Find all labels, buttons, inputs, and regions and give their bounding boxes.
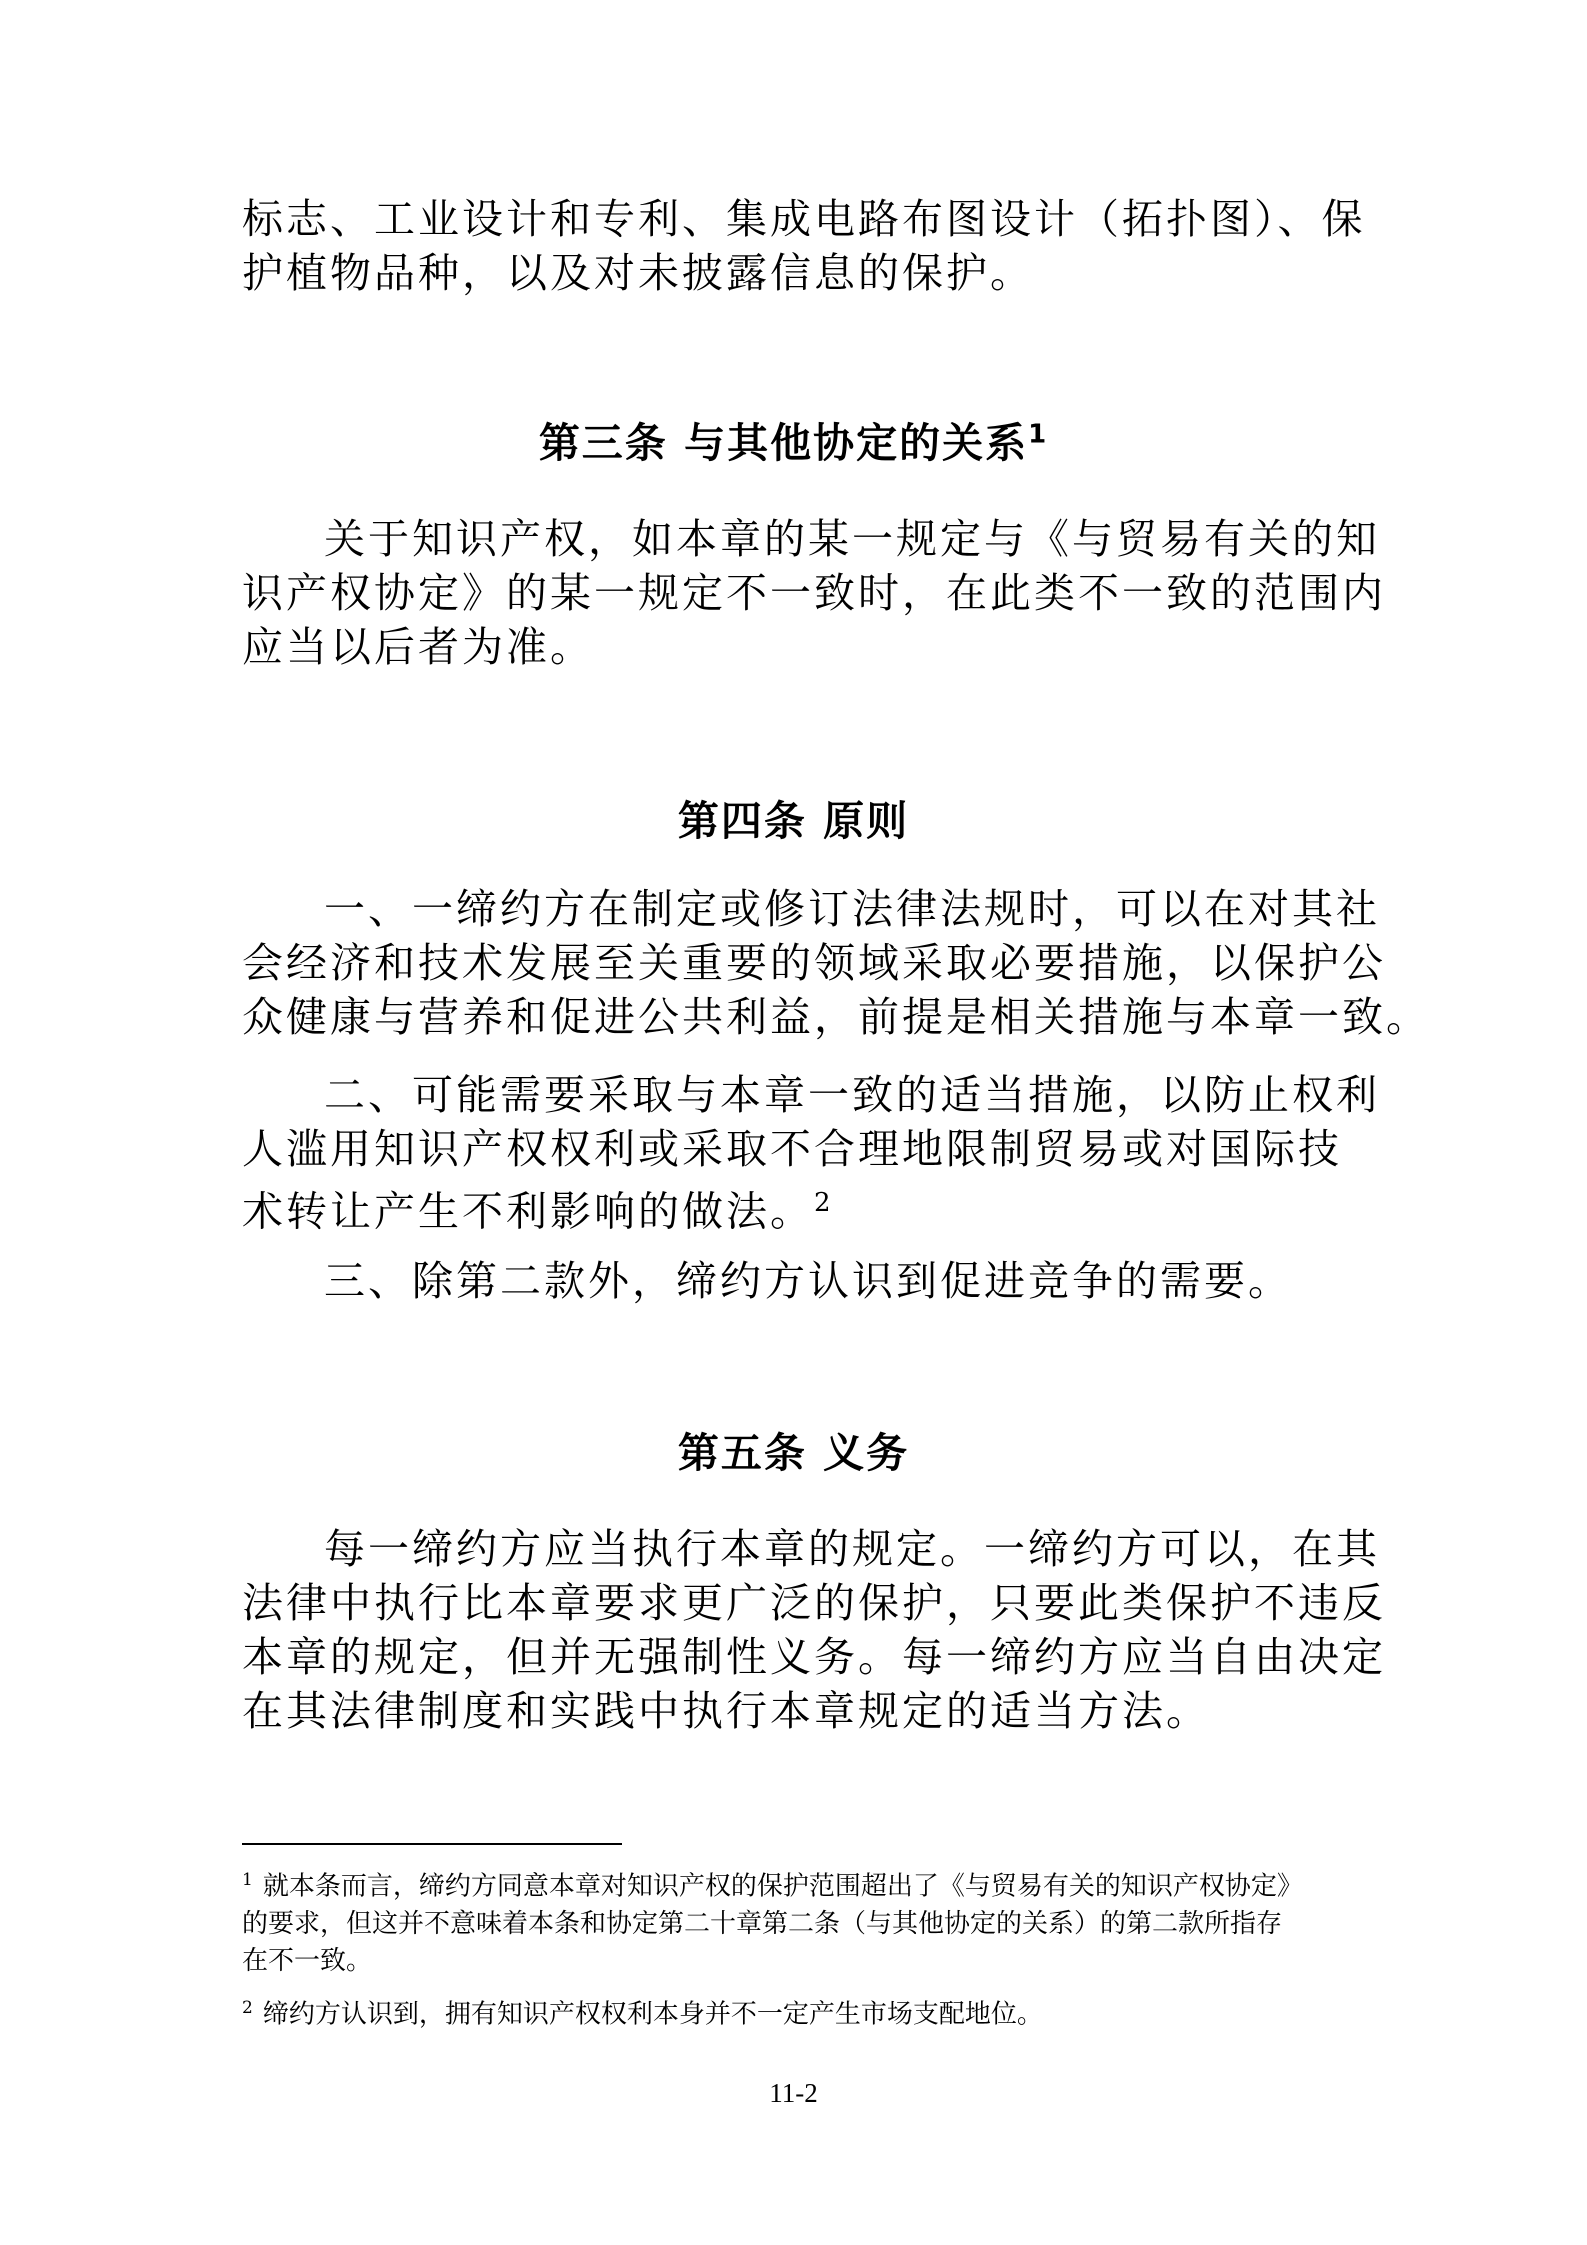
article-4-heading bbox=[0, 788, 1587, 847]
article-4-p1-line: 众健康与营养和促进公共利益，前提是相关措施与本章一致。 bbox=[242, 993, 1430, 1041]
intro-line: 护植物品种，以及对未披露信息的保护。 bbox=[242, 249, 1034, 297]
article-4-p1-line: 会经济和技术发展至关重要的领域采取必要措施，以保护公 bbox=[242, 939, 1386, 987]
article-3-line: 应当以后者为准。 bbox=[242, 623, 594, 671]
article-4-p2-text: 术转让产生不利影响的做法。 bbox=[242, 1187, 814, 1236]
article-4-p2-line: 人滥用知识产权权利或采取不合理地限制贸易或对国际技 bbox=[242, 1125, 1342, 1173]
article-4-p2-line bbox=[242, 1176, 1372, 1239]
footnote-ref-2[interactable]: 2 bbox=[814, 1188, 831, 1218]
intro-line: 标志、工业设计和专利、集成电路布图设计（拓扑图）、保 bbox=[242, 195, 1366, 243]
article-3-line: 关于知识产权，如本章的某一规定与《与贸易有关的知 bbox=[324, 515, 1380, 563]
footnote-2 bbox=[242, 1990, 1372, 2034]
article-5-paragraph bbox=[242, 1522, 1386, 1738]
footnote-1-line: 在不一致。 bbox=[242, 1945, 373, 1976]
article-3-title: 第三条 与其他协定的关系 bbox=[538, 419, 1029, 467]
footnote-2-mark: 2 bbox=[242, 1998, 253, 2018]
article-3-heading bbox=[0, 410, 1587, 469]
footnote-1 bbox=[242, 1862, 1372, 1980]
article-5-line: 在其法律制度和实践中执行本章规定的适当方法。 bbox=[242, 1687, 1210, 1735]
article-3-line: 识产权协定》的某一规定不一致时，在此类不一致的范围内 bbox=[242, 569, 1386, 617]
article-4-p3-line: 三、除第二款外，缔约方认识到促进竞争的需要。 bbox=[324, 1257, 1292, 1305]
footnote-1-line: 的要求，但这并不意味着本条和协定第二十章第二条（与其他协定的关系）的第二款所指存 bbox=[242, 1908, 1283, 1939]
footnote-divider bbox=[242, 1843, 622, 1845]
article-4-paragraph-3 bbox=[242, 1254, 1372, 1308]
article-3-paragraph bbox=[242, 512, 1386, 674]
footnote-1-mark: 1 bbox=[242, 1870, 253, 1890]
article-4-p1-line: 一、一缔约方在制定或修订法律法规时，可以在对其社 bbox=[324, 885, 1380, 933]
article-4-p2-line: 二、可能需要采取与本章一致的适当措施，以防止权利 bbox=[324, 1071, 1380, 1119]
article-5-line: 法律中执行比本章要求更广泛的保护，只要此类保护不违反 bbox=[242, 1579, 1386, 1627]
article-4-paragraph-2 bbox=[242, 1068, 1380, 1239]
footnote-2-line: 缔约方认识到，拥有知识产权权利本身并不一定产生市场支配地位。 bbox=[262, 1999, 1043, 2030]
article-4-paragraph-1 bbox=[242, 882, 1430, 1044]
article-5-heading bbox=[0, 1420, 1587, 1479]
article-5-line: 每一缔约方应当执行本章的规定。一缔约方可以，在其 bbox=[324, 1525, 1380, 1573]
article-5-title: 第五条 义务 bbox=[677, 1429, 910, 1477]
article-4-title: 第四条 原则 bbox=[677, 797, 910, 845]
page-number: 11-2 bbox=[769, 2078, 818, 2108]
article-5-line: 本章的规定，但并无强制性义务。每一缔约方应当自由决定 bbox=[242, 1633, 1386, 1681]
footnote-ref-1[interactable]: 1 bbox=[1028, 419, 1049, 450]
footnote-1-line: 就本条而言，缔约方同意本章对知识产权的保护范围超出了《与贸易有关的知识产权协定》 bbox=[262, 1871, 1303, 1902]
intro-paragraph bbox=[242, 192, 1372, 300]
